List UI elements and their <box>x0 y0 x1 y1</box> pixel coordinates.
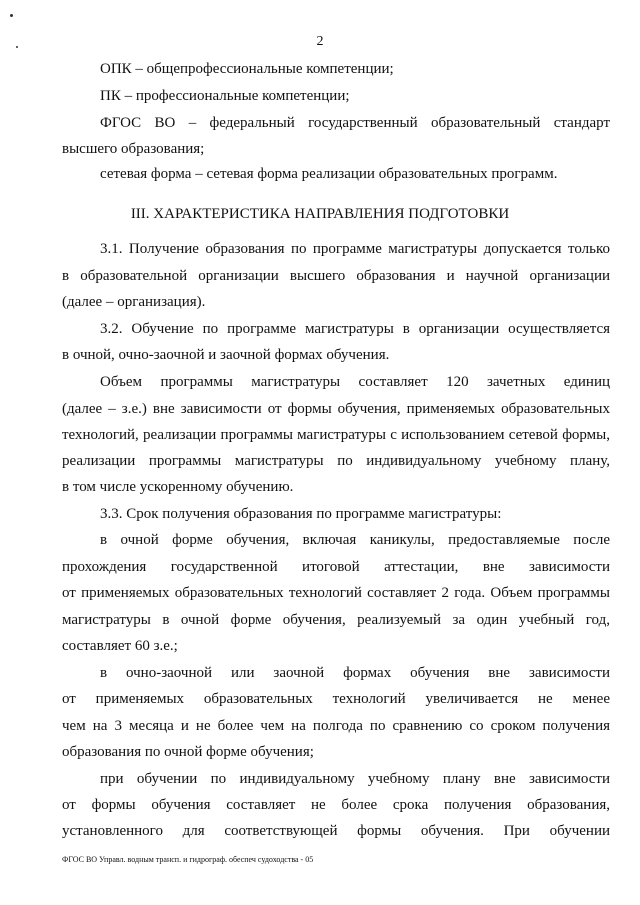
volume-line4: реализации программы магистратуры по индивидуальному учебному плану, <box>62 453 610 469</box>
parttime-line1: в очно-заочной или заочной формах обучения вне зависимости <box>100 665 610 681</box>
section-heading: III. ХАРАКТЕРИСТИКА НАПРАВЛЕНИЯ ПОДГОТОВКИ <box>130 206 510 222</box>
page-number: 2 <box>316 34 324 49</box>
abbr-fgos-line2: высшего образования; <box>62 141 205 157</box>
abbr-opk: ОПК – общепрофессиональные компетенции; <box>100 61 394 77</box>
p31-line1: 3.1. Получение образования по программе магистратуры допускается только <box>100 241 610 257</box>
fulltime-line2: прохождения государственной итоговой аттестации, вне зависимости <box>62 559 610 575</box>
page-footer: ФГОС ВО Управл. водным трансп. и гидрограф. обеспеч судоходства - 05 <box>62 855 314 864</box>
parttime-line3: чем на 3 месяца и не более чем на полгода по сравнению со сроком получения <box>62 718 610 734</box>
p32-line1: 3.2. Обучение по программе магистратуры в организации осуществляется <box>100 321 610 337</box>
individual-line1: при обучении по индивидуальному учебному плану вне зависимости <box>100 771 610 787</box>
volume-line3: технологий, реализации программы магистратуры с использованием сетевой формы, <box>62 427 610 443</box>
volume-line2: (далее – з.е.) вне зависимости от формы обучения, применяемых образовательных <box>62 401 610 417</box>
scan-speck <box>10 14 13 17</box>
individual-line3: установленного для соответствующей формы обучения. При обучении <box>62 823 610 839</box>
abbr-network-form: сетевая форма – сетевая форма реализации образовательных программ. <box>100 166 558 182</box>
p31-line3: (далее – организация). <box>62 294 206 310</box>
abbr-fgos-line1: ФГОС ВО – федеральный государственный образовательный стандарт <box>100 115 610 131</box>
fulltime-line3: от применяемых образовательных технологий составляет 2 года. Объем программы <box>62 585 610 601</box>
individual-line2: от формы обучения составляет не более срока получения образования, <box>62 797 610 813</box>
fulltime-line4: магистратуры в очной форме обучения, реализуемый за один учебный год, <box>62 612 610 628</box>
volume-line1: Объем программы магистратуры составляет 120 зачетных единиц <box>100 374 610 390</box>
parttime-line4: образования по очной форме обучения; <box>62 744 314 760</box>
fulltime-line1: в очной форме обучения, включая каникулы, предоставляемые после <box>100 532 610 548</box>
volume-line5: в том числе ускоренному обучению. <box>62 479 294 495</box>
parttime-line2: от применяемых образовательных технологий увеличивается не менее <box>62 691 610 707</box>
p31-line2: в образовательной организации высшего образования и научной организации <box>62 268 610 284</box>
abbr-pk: ПК – профессиональные компетенции; <box>100 88 350 104</box>
p33-intro: 3.3. Срок получения образования по программе магистратуры: <box>100 506 502 522</box>
p32-line2: в очной, очно-заочной и заочной формах обучения. <box>62 347 390 363</box>
fulltime-line5: составляет 60 з.е.; <box>62 638 178 654</box>
